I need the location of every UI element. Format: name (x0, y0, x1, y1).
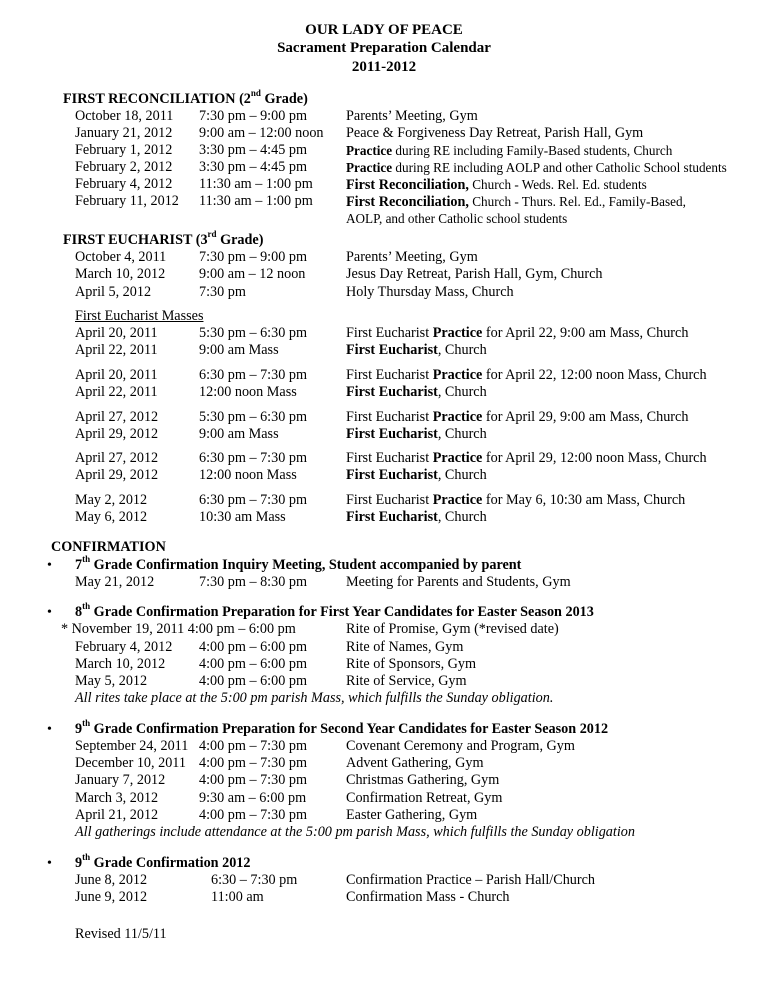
g8-row: March 10, 2012 4:00 pm – 6:00 pm Rite of Sponsors, Gym (75, 656, 477, 672)
bullet-icon: • (47, 722, 52, 737)
g7-row: May 21, 2012 7:30 pm – 8:30 pm Meeting for Parents and Students, Gym (75, 574, 571, 590)
reconciliation-row: February 4, 2012 11:30 am – 1:00 pm First Reconciliation, Church - Weds. Rel. Ed. students (75, 176, 647, 193)
mass-practice-row: May 2, 2012 6:30 pm – 7:30 pm First Eucharist Practice for May 6, 10:30 am Mass, Church (75, 492, 686, 508)
reconciliation-row: October 18, 2011 7:30 pm – 9:00 pm Parents’ Meeting, Gym (75, 108, 478, 124)
g8-row: May 5, 2012 4:00 pm – 6:00 pm Rite of Service, Gym (75, 673, 467, 689)
reconciliation-row: January 21, 2012 9:00 am – 12:00 noon Peace & Forgiveness Day Retreat, Parish Hall, Gym (75, 125, 644, 141)
mass-row: April 29, 2012 9:00 am Mass First Eucharist, Church (75, 426, 487, 442)
mass-practice-row: April 20, 2011 5:30 pm – 6:30 pm First Eucharist Practice for April 22, 9:00 am Mass, Church (75, 325, 689, 341)
g9c-heading: 9th Grade Confirmation 2012 (75, 852, 251, 871)
g9c-row: June 8, 2012 6:30 – 7:30 pm Confirmation Practice – Parish Hall/Church (75, 872, 596, 888)
g9-row: September 24, 2011 4:00 pm – 7:30 pm Covenant Ceremony and Program, Gym (75, 738, 575, 754)
g8-heading: 8th Grade Confirmation Preparation for First Year Candidates for Easter Season 2013 (75, 601, 594, 620)
g8-note: All rites take place at the 5:00 pm parish Mass, which fulfills the Sunday obligation. (75, 690, 554, 706)
g9-note: All gatherings include attendance at the 5:00 pm parish Mass, which fulfills the Sunday obligation (75, 824, 635, 840)
revised-date: Revised 11/5/11 (75, 926, 167, 942)
g9c-row: June 9, 2012 11:00 am Confirmation Mass - Church (75, 889, 510, 905)
eucharist-row: October 4, 2011 7:30 pm – 9:00 pm Parents’ Meeting, Gym (75, 249, 478, 265)
g7-heading: 7th Grade Confirmation Inquiry Meeting, Student accompanied by parent (75, 554, 522, 573)
mass-row: April 22, 2011 9:00 am Mass First Eucharist, Church (75, 342, 487, 358)
bullet-icon: • (47, 605, 52, 620)
mass-practice-row: April 27, 2012 6:30 pm – 7:30 pm First Eucharist Practice for April 29, 12:00 noon Mass, Church (75, 450, 707, 466)
g9-row: December 10, 2011 4:00 pm – 7:30 pm Advent Gathering, Gym (75, 755, 484, 771)
eucharist-masses-label: First Eucharist Masses (75, 308, 204, 324)
reconciliation-continuation: AOLP, and other Catholic school students (346, 211, 568, 226)
eucharist-heading: FIRST EUCHARIST (3rd Grade) (63, 229, 264, 248)
document-title: Sacrament Preparation Calendar (277, 40, 491, 56)
bullet-icon: • (47, 856, 52, 871)
g9-row: January 7, 2012 4:00 pm – 7:30 pm Christmas Gathering, Gym (75, 772, 500, 788)
reconciliation-row: February 1, 2012 3:30 pm – 4:45 pm Practice during RE including Family-Based students, Church (75, 142, 673, 158)
g8-row: * November 19, 2011 4:00 pm – 6:00 pm Rite of Promise, Gym (*revised date) (61, 621, 559, 637)
g9-row: March 3, 2012 9:30 am – 6:00 pm Confirmation Retreat, Gym (75, 790, 503, 806)
school-year: 2011-2012 (351, 59, 417, 75)
g9-row: April 21, 2012 4:00 pm – 7:30 pm Easter Gathering, Gym (75, 807, 478, 823)
mass-practice-row: April 20, 2011 6:30 pm – 7:30 pm First Eucharist Practice for April 22, 12:00 noon Mass, Church (75, 367, 707, 383)
mass-row: April 29, 2012 12:00 noon Mass First Eucharist, Church (75, 467, 487, 483)
mass-row: April 22, 2011 12:00 noon Mass First Eucharist, Church (75, 384, 487, 400)
eucharist-row: April 5, 2012 7:30 pm Holy Thursday Mass, Church (75, 284, 514, 300)
g9-heading: 9th Grade Confirmation Preparation for Second Year Candidates for Easter Season 2012 (75, 718, 609, 737)
mass-row: May 6, 2012 10:30 am Mass First Eucharist, Church (75, 509, 487, 525)
eucharist-row: March 10, 2012 9:00 am – 12 noon Jesus Day Retreat, Parish Hall, Gym, Church (75, 266, 603, 282)
parish-name: OUR LADY OF PEACE (305, 22, 463, 38)
g8-row: February 4, 2012 4:00 pm – 6:00 pm Rite of Names, Gym (75, 639, 464, 655)
mass-practice-row: April 27, 2012 5:30 pm – 6:30 pm First Eucharist Practice for April 29, 9:00 am Mass, Church (75, 409, 689, 425)
reconciliation-heading: FIRST RECONCILIATION (2nd Grade) (63, 88, 308, 107)
confirmation-heading: CONFIRMATION (51, 539, 166, 555)
reconciliation-row: February 2, 2012 3:30 pm – 4:45 pm Practice during RE including AOLP and other Catholic School students (75, 159, 727, 175)
reconciliation-row: February 11, 2012 11:30 am – 1:00 pm First Reconciliation, Church - Thurs. Rel. Ed., Family-Based, (75, 193, 686, 210)
bullet-icon: • (47, 558, 52, 573)
